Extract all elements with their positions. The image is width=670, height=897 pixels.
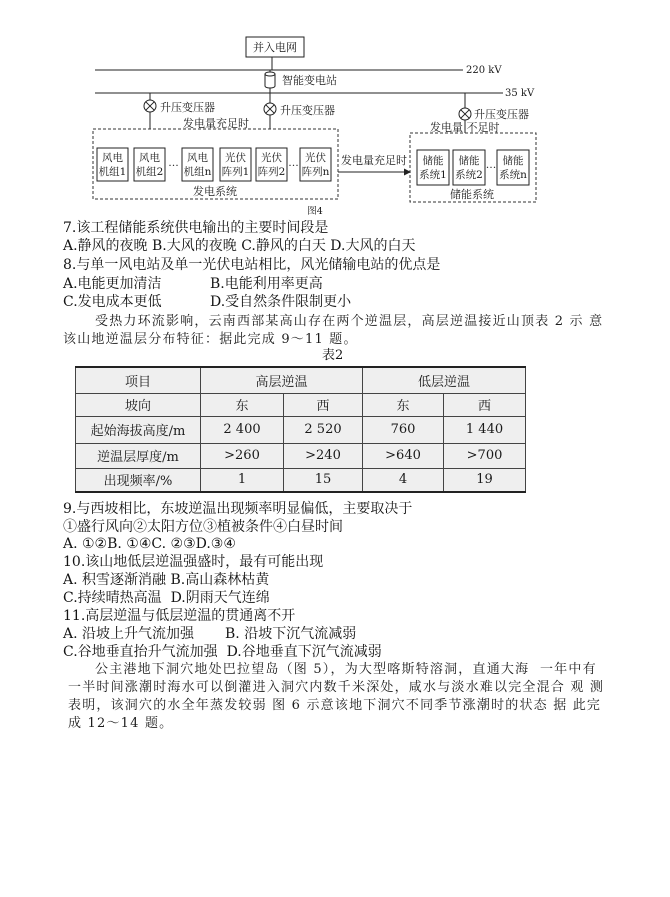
storage-unit <box>497 150 529 185</box>
svg-text:系统1: 系统1 <box>419 169 447 181</box>
q9-stem: 9.与西坡相比，东坡逆温出现频率明显偏低，主要取决于 <box>63 501 413 517</box>
table-cell: 2 400 <box>201 416 284 443</box>
svg-text:阵列n: 阵列n <box>301 166 330 178</box>
table-row-label: 出现频率/% <box>76 468 201 492</box>
generation-insufficient-label: 发电量 不足时 <box>430 121 500 134</box>
table-row-label: 起始海拔高度/m <box>76 416 201 443</box>
svg-text:系统2: 系统2 <box>455 169 483 181</box>
svg-text:风电: 风电 <box>187 152 208 164</box>
material-12-14-line: 成 12～14 题。 <box>68 716 174 731</box>
table-cell: 19 <box>444 468 526 492</box>
svg-text:储能: 储能 <box>422 155 444 167</box>
q8-stem: 8.与单一风电站及单一光伏电站相比，风光储输电站的优点是 <box>63 257 441 273</box>
substation-label: 智能变电站 <box>282 74 337 87</box>
svg-text:光伏: 光伏 <box>305 152 326 164</box>
table-cell: 1 440 <box>444 416 526 443</box>
table-2 <box>75 366 526 493</box>
svg-text:光伏: 光伏 <box>225 152 246 164</box>
grid-connection-label: 并入电网 <box>253 41 297 54</box>
table-cell: >640 <box>363 443 444 468</box>
step-up-transformer-icon <box>264 103 276 115</box>
table-cell: 15 <box>284 468 363 492</box>
table-cell: 西 <box>284 393 363 416</box>
svg-text:机组n: 机组n <box>183 166 212 178</box>
material-9-11-line: 该山地逆温层分布特征：据此完成 9～11 题。 <box>63 332 358 347</box>
table-row <box>76 468 526 492</box>
table-cell: 2 520 <box>284 416 363 443</box>
bus-220kv-label: 220 kV <box>466 65 502 76</box>
svg-text:储能: 储能 <box>502 155 524 167</box>
q11-stem: 11.高层逆温与低层逆温的贯通离不开 <box>63 608 296 624</box>
storage-system-label: 储能系统 <box>450 188 494 201</box>
table-row <box>76 416 526 443</box>
step-up-transformer-icon <box>144 100 156 112</box>
table-caption: 表2 <box>322 348 344 363</box>
table-row <box>76 367 526 393</box>
generation-system-label: 发电系统 <box>193 185 237 198</box>
q7-options: A.静风的夜晚 B.大风的夜晚 C.静风的白天 D.大风的白天 <box>63 238 416 254</box>
ellipsis: … <box>288 157 299 169</box>
svg-text:风电: 风电 <box>102 152 123 164</box>
step-up-transformer-label: 升压变压器 <box>474 108 529 121</box>
q7-stem: 7.该工程储能系统供电输出的主要时间段是 <box>63 220 329 236</box>
charge-arrow-label: 发电量充足时 <box>341 154 407 167</box>
generation-unit <box>134 148 165 181</box>
table-cell: 西 <box>444 393 526 416</box>
storage-unit <box>417 150 449 185</box>
material-12-14-line: 公主港地下洞穴地处巴拉望岛（图 5），为大型喀斯特溶洞，直通大海 一年中有 <box>95 662 597 677</box>
q11-option-b: B. 沿坡下沉气流减弱 <box>225 626 357 642</box>
substation-icon <box>265 70 275 93</box>
table-row <box>76 393 526 416</box>
table-row-label: 坡向 <box>76 393 201 416</box>
material-9-11-line: 受热力环流影响，云南西部某高山存在两个逆温层，高层逆温接近山顶表 2 示 意 <box>95 314 604 329</box>
generation-unit <box>256 148 287 181</box>
storage-unit <box>453 150 485 185</box>
table-cell: >700 <box>444 443 526 468</box>
table-header-item: 项目 <box>76 367 201 393</box>
q9-items: ①盛行风向②太阳方位③植被条件④白昼时间 <box>63 519 343 535</box>
svg-text:光伏: 光伏 <box>261 152 282 164</box>
q8-option-c: C.发电成本更低 <box>63 294 162 310</box>
svg-text:机组1: 机组1 <box>98 166 127 178</box>
table-cell: 1 <box>201 468 284 492</box>
material-12-14-line: 一半时间涨潮时海水可以倒灌进入洞穴内数千米深处，咸水与淡水难以完全混合 观 测 <box>68 680 605 695</box>
table-cell: 东 <box>201 393 284 416</box>
step-up-transformer-label: 升压变压器 <box>280 104 335 117</box>
table-cell: 760 <box>363 416 444 443</box>
q8-option-b: B.电能利用率更高 <box>210 276 323 292</box>
table-cell: >260 <box>201 443 284 468</box>
step-up-transformer-label: 升压变压器 <box>160 101 215 114</box>
svg-text:机组2: 机组2 <box>135 166 164 178</box>
q10-options-cd: C.持续晴热高温 D.阴雨天气连绵 <box>63 590 270 606</box>
table-row-label: 逆温层厚度/m <box>76 443 201 468</box>
generation-unit <box>300 148 331 181</box>
q9-options: A. ①②B. ①④C. ②③D.③④ <box>63 536 236 552</box>
svg-text:系统n: 系统n <box>499 169 527 181</box>
q8-option-a: A.电能更加清洁 <box>63 276 162 292</box>
table-header-low-inversion: 低层逆温 <box>363 367 526 393</box>
ellipsis: … <box>485 159 497 171</box>
q11-option-a: A. 沿坡上升气流加强 <box>63 626 195 642</box>
q10-stem: 10.该山地低层逆温强盛时，最有可能出现 <box>63 554 324 570</box>
svg-text:阵列2: 阵列2 <box>257 166 286 178</box>
generation-sufficient-label: 发电量充足时 <box>183 117 249 130</box>
generation-unit <box>220 148 251 181</box>
svg-text:储能: 储能 <box>458 155 480 167</box>
svg-text:风电: 风电 <box>139 152 160 164</box>
table-cell: 东 <box>363 393 444 416</box>
material-12-14-line: 表明，该洞穴的水全年蒸发较弱 图 6 示意该地下洞穴不同季节涨潮时的状态 据 此完 <box>68 698 602 713</box>
figure-4-diagram <box>0 0 670 222</box>
bus-35kv-label: 35 kV <box>505 88 535 99</box>
svg-text:阵列1: 阵列1 <box>221 166 250 178</box>
q11-options-cd: C.谷地垂直抬升气流加强 D.谷地垂直下沉气流减弱 <box>63 644 382 660</box>
table-header-high-inversion: 高层逆温 <box>201 367 363 393</box>
table-cell: 4 <box>363 468 444 492</box>
generation-unit <box>97 148 128 181</box>
figure-caption: 图4 <box>307 206 323 217</box>
table-cell: >240 <box>284 443 363 468</box>
step-up-transformer-icon <box>459 108 471 120</box>
q10-options-ab: A. 积雪逐渐消融 B.高山森林枯黄 <box>63 572 270 588</box>
q8-option-d: D.受自然条件限制更小 <box>210 294 352 310</box>
table-row <box>76 443 526 468</box>
generation-unit <box>182 148 213 181</box>
ellipsis: … <box>168 157 179 169</box>
